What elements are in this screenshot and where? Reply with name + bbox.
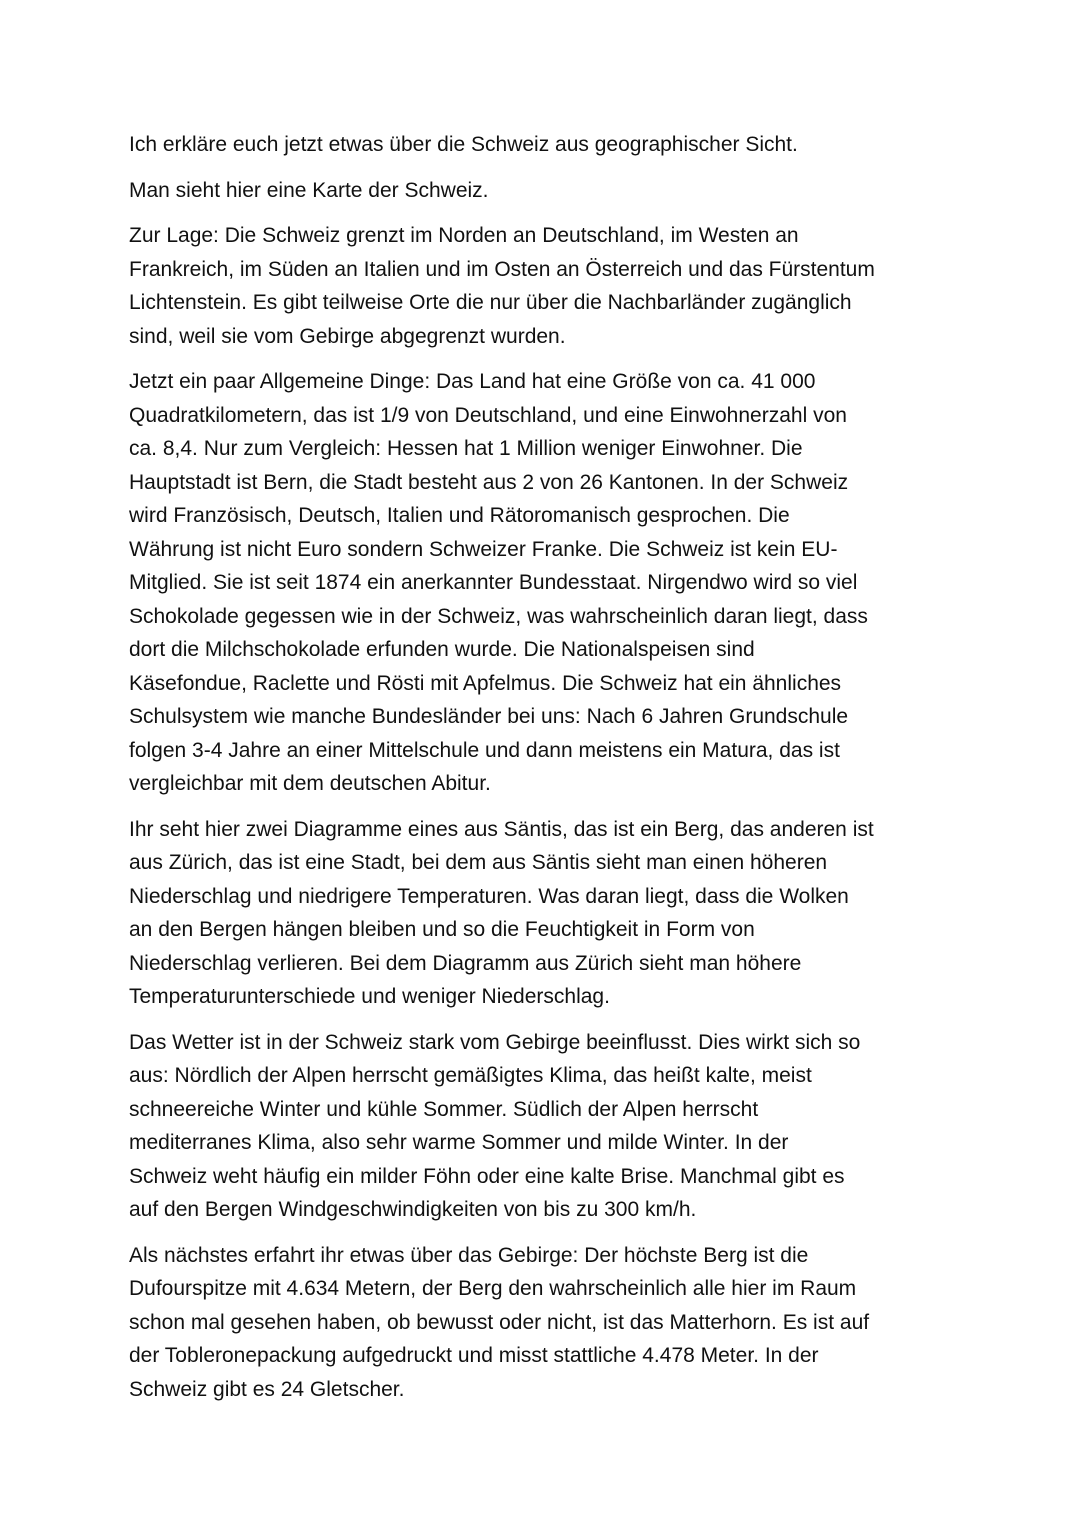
paragraph-general bbox=[129, 365, 969, 801]
text-line: aus Zürich, das ist eine Stadt, bei dem aus Säntis sieht man einen höheren bbox=[129, 851, 828, 874]
paragraph-location bbox=[129, 219, 969, 353]
text-line: Schulsystem wie manche Bundesländer bei uns: Nach 6 Jahren Grundschule bbox=[129, 705, 849, 728]
text-line: Das Wetter ist in der Schweiz stark vom Gebirge beeinflusst. Dies wirkt sich so bbox=[129, 1030, 861, 1054]
text-line: auf den Bergen Windgeschwindigkeiten von bis zu 300 km/h. bbox=[129, 1198, 697, 1221]
text-line: Ihr seht hier zwei Diagramme eines aus Säntis, das ist ein Berg, das anderen ist bbox=[129, 817, 874, 841]
text-line: mediterranes Klima, also sehr warme Sommer und milde Winter. In der bbox=[129, 1131, 789, 1154]
paragraph-weather bbox=[129, 1026, 969, 1227]
text-line: Mitglied. Sie ist seit 1874 ein anerkannter Bundesstaat. Nirgendwo wird so viel bbox=[129, 571, 858, 594]
paragraph-map bbox=[129, 174, 969, 208]
text-line: an den Bergen hängen bleiben und so die Feuchtigkeit in Form von bbox=[129, 918, 755, 941]
text-line: Niederschlag und niedrigere Temperaturen. Was daran liegt, dass die Wolken bbox=[129, 884, 849, 908]
text-line: folgen 3-4 Jahre an einer Mittelschule und dann meistens ein Matura, das ist bbox=[129, 738, 840, 762]
text-line: Temperaturunterschiede und weniger Niederschlag. bbox=[129, 985, 610, 1008]
text-line: Schweiz weht häufig ein milder Föhn oder eine kalte Brise. Manchmal gibt es bbox=[129, 1164, 845, 1188]
text-line: ca. 8,4. Nur zum Vergleich: Hessen hat 1 Million weniger Einwohner. Die bbox=[129, 437, 803, 460]
text-line: Ich erkläre euch jetzt etwas über die Schweiz aus geographischer Sicht. bbox=[129, 133, 798, 156]
text-line: Währung ist nicht Euro sondern Schweizer Franke. Die Schweiz ist kein EU- bbox=[129, 537, 838, 561]
text-line: dort die Milchschokolade erfunden wurde. Die Nationalspeisen sind bbox=[129, 638, 755, 661]
text-line: schon mal gesehen haben, ob bewusst oder nicht, ist das Matterhorn. Es ist auf bbox=[129, 1310, 870, 1334]
text-line: Hauptstadt ist Bern, die Stadt besteht aus 2 von 26 Kantonen. In der Schweiz bbox=[129, 470, 849, 494]
paragraph-intro bbox=[129, 128, 969, 162]
text-line: schneereiche Winter und kühle Sommer. Südlich der Alpen herrscht bbox=[129, 1097, 759, 1121]
text-line: Jetzt ein paar Allgemeine Dinge: Das Land hat eine Größe von ca. 41 000 bbox=[129, 370, 816, 393]
text-line: der Tobleronepackung aufgedruckt und misst stattliche 4.478 Meter. In der bbox=[129, 1344, 819, 1367]
text-line: Schweiz gibt es 24 Gletscher. bbox=[129, 1377, 405, 1401]
text-line: Dufourspitze mit 4.634 Metern, der Berg den wahrscheinlich alle hier im Raum bbox=[129, 1277, 857, 1300]
text-line: Niederschlag verlieren. Bei dem Diagramm aus Zürich sieht man höhere bbox=[129, 951, 802, 975]
text-line: Frankreich, im Süden an Italien und im Osten an Österreich und das Fürstentum bbox=[129, 257, 875, 281]
text-line: Schokolade gegessen wie in der Schweiz, was wahrscheinlich daran liegt, dass bbox=[129, 604, 868, 628]
text-line: Als nächstes erfahrt ihr etwas über das Gebirge: Der höchste Berg ist die bbox=[129, 1243, 809, 1267]
text-line: aus: Nördlich der Alpen herrscht gemäßigtes Klima, das heißt kalte, meist bbox=[129, 1064, 812, 1087]
text-line: vergleichbar mit dem deutschen Abitur. bbox=[129, 772, 491, 795]
document-body bbox=[129, 128, 969, 1418]
text-line: Lichtenstein. Es gibt teilweise Orte die nur über die Nachbarländer zugänglich bbox=[129, 291, 852, 314]
text-line: sind, weil sie vom Gebirge abgegrenzt wurden. bbox=[129, 324, 566, 348]
text-line: Käsefondue, Raclette und Rösti mit Apfelmus. Die Schweiz hat ein ähnliches bbox=[129, 671, 842, 695]
text-line: Zur Lage: Die Schweiz grenzt im Norden an Deutschland, im Westen an bbox=[129, 224, 799, 247]
paragraph-diagrams bbox=[129, 813, 969, 1014]
paragraph-mountains bbox=[129, 1239, 969, 1407]
text-line: Quadratkilometern, das ist 1/9 von Deutschland, und eine Einwohnerzahl von bbox=[129, 403, 847, 427]
text-line: Man sieht hier eine Karte der Schweiz. bbox=[129, 178, 489, 202]
text-line: wird Französisch, Deutsch, Italien und Rätoromanisch gesprochen. Die bbox=[129, 504, 790, 527]
